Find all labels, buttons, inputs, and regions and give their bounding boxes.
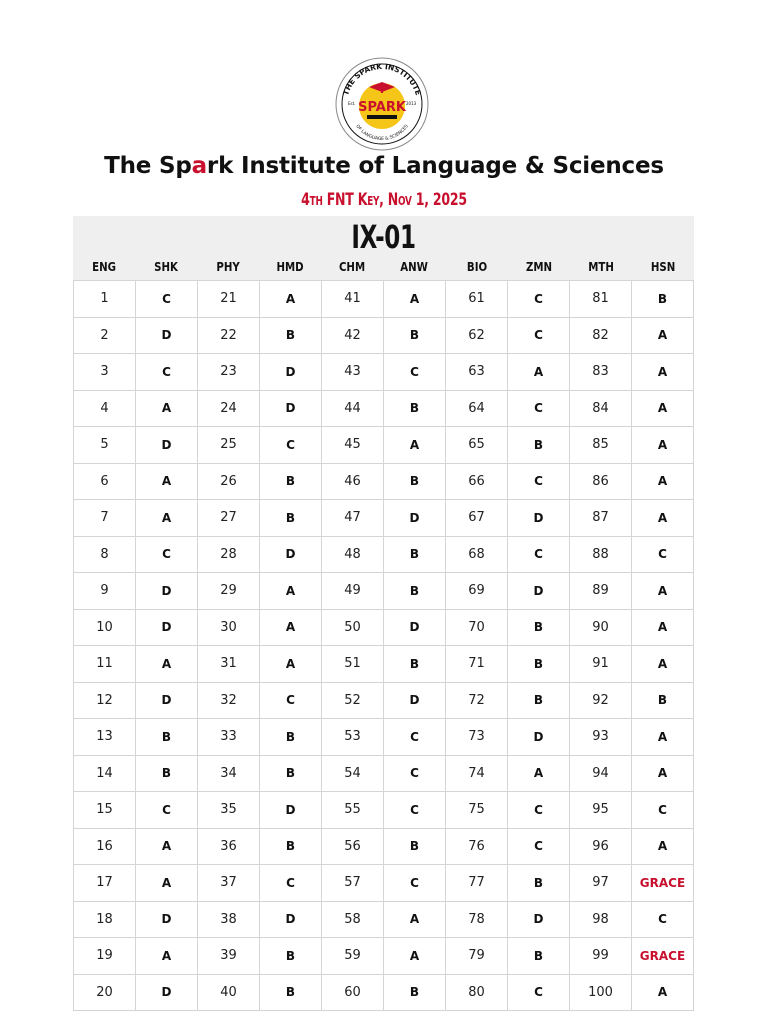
answer-cell: C — [508, 828, 570, 865]
question-number-cell: 79 — [446, 938, 508, 975]
answer-cell: A — [632, 755, 694, 792]
answer-cell: C — [508, 792, 570, 829]
logo-ring-bottom-text: OF LANGUAGE & SCIENCES — [354, 124, 410, 143]
column-header-anw: ANW — [400, 260, 429, 274]
question-number-cell: 82 — [570, 317, 632, 354]
answer-cell: D — [508, 719, 570, 756]
answer-cell: A — [136, 463, 198, 500]
question-number-cell: 62 — [446, 317, 508, 354]
answer-cell: D — [136, 974, 198, 1011]
answer-cell: A — [136, 865, 198, 902]
answer-cell: B — [632, 682, 694, 719]
answer-cell: C — [508, 281, 570, 318]
question-number-cell: 27 — [198, 500, 260, 537]
answer-cell: C — [384, 865, 446, 902]
question-number-cell: 51 — [322, 646, 384, 683]
answer-cell: D — [260, 792, 322, 829]
answer-cell: A — [136, 500, 198, 537]
table-body — [74, 281, 694, 1011]
question-number-cell: 9 — [74, 573, 136, 610]
question-number-cell: 52 — [322, 682, 384, 719]
question-number-cell: 69 — [446, 573, 508, 610]
answer-cell: C — [384, 792, 446, 829]
question-number-cell: 31 — [198, 646, 260, 683]
answer-cell: B — [384, 536, 446, 573]
page-title — [0, 153, 768, 179]
answer-cell: C — [508, 974, 570, 1011]
table-row — [74, 536, 694, 573]
answer-cell: D — [136, 573, 198, 610]
answer-cell: A — [632, 719, 694, 756]
answer-cell: D — [260, 901, 322, 938]
question-number-cell: 30 — [198, 609, 260, 646]
answer-cell: C — [136, 354, 198, 391]
answer-cell: B — [508, 609, 570, 646]
answer-cell: GRACE — [632, 938, 694, 975]
question-number-cell: 71 — [446, 646, 508, 683]
question-number-cell: 100 — [570, 974, 632, 1011]
answer-cell: A — [632, 463, 694, 500]
question-number-cell: 63 — [446, 354, 508, 391]
answer-cell: D — [136, 317, 198, 354]
question-number-cell: 39 — [198, 938, 260, 975]
title-highlight: a — [191, 153, 207, 179]
question-number-cell: 90 — [570, 609, 632, 646]
answer-cell: A — [384, 901, 446, 938]
answer-cell: B — [260, 828, 322, 865]
table-row — [74, 573, 694, 610]
answer-cell: B — [508, 646, 570, 683]
answer-cell: GRACE — [632, 865, 694, 902]
answer-cell: A — [632, 317, 694, 354]
answer-cell: C — [632, 792, 694, 829]
question-number-cell: 73 — [446, 719, 508, 756]
answer-cell: A — [260, 281, 322, 318]
answer-cell: A — [136, 646, 198, 683]
table-row — [74, 281, 694, 318]
question-number-cell: 65 — [446, 427, 508, 464]
question-number-cell: 85 — [570, 427, 632, 464]
logo-est-label: Est. — [348, 101, 356, 106]
answer-cell: B — [136, 755, 198, 792]
table-row — [74, 901, 694, 938]
table-row — [74, 427, 694, 464]
column-headers — [73, 260, 694, 274]
question-number-cell: 38 — [198, 901, 260, 938]
answer-cell: B — [384, 573, 446, 610]
answer-cell: D — [136, 682, 198, 719]
answer-cell: A — [384, 281, 446, 318]
question-number-cell: 86 — [570, 463, 632, 500]
question-number-cell: 25 — [198, 427, 260, 464]
question-number-cell: 4 — [74, 390, 136, 427]
answer-cell: A — [632, 828, 694, 865]
question-number-cell: 87 — [570, 500, 632, 537]
answer-cell: B — [260, 500, 322, 537]
question-number-cell: 94 — [570, 755, 632, 792]
logo-est-year: 2013 — [406, 101, 417, 106]
answer-cell: C — [632, 901, 694, 938]
question-number-cell: 14 — [74, 755, 136, 792]
answer-cell: B — [384, 463, 446, 500]
answer-cell: C — [508, 317, 570, 354]
answer-cell: C — [384, 755, 446, 792]
answer-cell: B — [508, 427, 570, 464]
answer-cell: A — [632, 646, 694, 683]
answer-cell: B — [260, 719, 322, 756]
answer-cell: A — [384, 427, 446, 464]
answer-cell: C — [136, 536, 198, 573]
table-row — [74, 682, 694, 719]
institute-logo — [333, 57, 431, 151]
table-row — [74, 354, 694, 391]
answer-cell: B — [632, 281, 694, 318]
table-row — [74, 719, 694, 756]
table-row — [74, 646, 694, 683]
question-number-cell: 36 — [198, 828, 260, 865]
answer-cell: C — [508, 536, 570, 573]
answer-cell: B — [136, 719, 198, 756]
question-number-cell: 58 — [322, 901, 384, 938]
question-number-cell: 11 — [74, 646, 136, 683]
question-number-cell: 93 — [570, 719, 632, 756]
answer-cell: B — [384, 646, 446, 683]
question-number-cell: 60 — [322, 974, 384, 1011]
question-number-cell: 20 — [74, 974, 136, 1011]
question-number-cell: 40 — [198, 974, 260, 1011]
question-number-cell: 74 — [446, 755, 508, 792]
question-number-cell: 2 — [74, 317, 136, 354]
answer-cell: A — [260, 646, 322, 683]
question-number-cell: 17 — [74, 865, 136, 902]
question-number-cell: 53 — [322, 719, 384, 756]
question-number-cell: 12 — [74, 682, 136, 719]
question-number-cell: 99 — [570, 938, 632, 975]
table-row — [74, 865, 694, 902]
logo-brand-text: SPARK — [358, 100, 406, 115]
question-number-cell: 44 — [322, 390, 384, 427]
table-row — [74, 609, 694, 646]
table-row — [74, 755, 694, 792]
answer-cell: A — [260, 573, 322, 610]
question-number-cell: 23 — [198, 354, 260, 391]
table-row — [74, 500, 694, 537]
answer-cell: A — [632, 500, 694, 537]
question-number-cell: 10 — [74, 609, 136, 646]
table-row — [74, 974, 694, 1011]
question-number-cell: 32 — [198, 682, 260, 719]
column-header-hsn: HSN — [650, 260, 676, 274]
question-number-cell: 48 — [322, 536, 384, 573]
question-number-cell: 61 — [446, 281, 508, 318]
answer-cell: B — [384, 317, 446, 354]
answer-cell: A — [508, 755, 570, 792]
question-number-cell: 91 — [570, 646, 632, 683]
question-number-cell: 47 — [322, 500, 384, 537]
question-number-cell: 55 — [322, 792, 384, 829]
question-number-cell: 3 — [74, 354, 136, 391]
question-number-cell: 7 — [74, 500, 136, 537]
question-number-cell: 5 — [74, 427, 136, 464]
answer-cell: C — [632, 536, 694, 573]
question-number-cell: 70 — [446, 609, 508, 646]
question-number-cell: 88 — [570, 536, 632, 573]
answer-cell: B — [508, 682, 570, 719]
question-number-cell: 49 — [322, 573, 384, 610]
column-header-phy: PHY — [216, 260, 240, 274]
column-header-shk: SHK — [154, 260, 179, 274]
question-number-cell: 77 — [446, 865, 508, 902]
question-number-cell: 42 — [322, 317, 384, 354]
answer-cell: C — [260, 682, 322, 719]
question-number-cell: 78 — [446, 901, 508, 938]
question-number-cell: 68 — [446, 536, 508, 573]
answer-cell: B — [260, 317, 322, 354]
question-number-cell: 92 — [570, 682, 632, 719]
question-number-cell: 8 — [74, 536, 136, 573]
question-number-cell: 76 — [446, 828, 508, 865]
question-number-cell: 37 — [198, 865, 260, 902]
question-number-cell: 41 — [322, 281, 384, 318]
table-row — [74, 828, 694, 865]
answer-cell: B — [384, 974, 446, 1011]
answer-cell: A — [632, 390, 694, 427]
answer-cell: B — [384, 390, 446, 427]
answer-cell: B — [508, 938, 570, 975]
answer-cell: D — [136, 609, 198, 646]
answer-cell: A — [632, 573, 694, 610]
answer-cell: C — [384, 354, 446, 391]
question-number-cell: 34 — [198, 755, 260, 792]
question-number-cell: 54 — [322, 755, 384, 792]
question-number-cell: 95 — [570, 792, 632, 829]
answer-cell: D — [508, 901, 570, 938]
answer-cell: D — [260, 390, 322, 427]
question-number-cell: 6 — [74, 463, 136, 500]
answer-cell: A — [384, 938, 446, 975]
answer-cell: A — [136, 390, 198, 427]
question-number-cell: 50 — [322, 609, 384, 646]
answer-cell: A — [508, 354, 570, 391]
question-number-cell: 97 — [570, 865, 632, 902]
answer-cell: B — [260, 755, 322, 792]
section-title: IX-01 — [351, 218, 416, 256]
question-number-cell: 24 — [198, 390, 260, 427]
answer-cell: C — [260, 427, 322, 464]
question-number-cell: 21 — [198, 281, 260, 318]
answer-cell: D — [136, 901, 198, 938]
title-part-2: rk Institute of Language & Sciences — [206, 153, 664, 179]
question-number-cell: 18 — [74, 901, 136, 938]
question-number-cell: 46 — [322, 463, 384, 500]
title-part-1: The Sp — [104, 153, 192, 179]
column-header-bio: BIO — [466, 260, 487, 274]
question-number-cell: 43 — [322, 354, 384, 391]
answer-cell: C — [136, 792, 198, 829]
answer-cell: C — [384, 719, 446, 756]
answer-cell: B — [508, 865, 570, 902]
answer-cell: A — [632, 609, 694, 646]
question-number-cell: 64 — [446, 390, 508, 427]
question-number-cell: 57 — [322, 865, 384, 902]
question-number-cell: 45 — [322, 427, 384, 464]
answer-key-table — [73, 216, 694, 1011]
question-number-cell: 59 — [322, 938, 384, 975]
column-header-mth: MTH — [587, 260, 614, 274]
page-subtitle: 4th FNT Key, Nov 1, 2025 — [301, 190, 467, 210]
answer-cell: B — [260, 463, 322, 500]
answer-cell: B — [260, 938, 322, 975]
question-number-cell: 83 — [570, 354, 632, 391]
column-header-zmn: ZMN — [525, 260, 552, 274]
table-row — [74, 792, 694, 829]
answer-cell: D — [384, 500, 446, 537]
table-row — [74, 317, 694, 354]
question-number-cell: 84 — [570, 390, 632, 427]
answer-cell: D — [384, 609, 446, 646]
answer-cell: D — [260, 354, 322, 391]
answer-cell: A — [136, 828, 198, 865]
question-number-cell: 22 — [198, 317, 260, 354]
question-number-cell: 80 — [446, 974, 508, 1011]
answer-cell: A — [260, 609, 322, 646]
table-row — [74, 390, 694, 427]
question-number-cell: 15 — [74, 792, 136, 829]
answer-cell: C — [136, 281, 198, 318]
question-number-cell: 81 — [570, 281, 632, 318]
answer-cell: A — [632, 354, 694, 391]
answer-cell: D — [260, 536, 322, 573]
question-number-cell: 33 — [198, 719, 260, 756]
question-number-cell: 75 — [446, 792, 508, 829]
answer-cell: D — [508, 500, 570, 537]
question-number-cell: 35 — [198, 792, 260, 829]
question-number-cell: 96 — [570, 828, 632, 865]
question-number-cell: 66 — [446, 463, 508, 500]
question-number-cell: 19 — [74, 938, 136, 975]
column-header-chm: CHM — [339, 260, 366, 274]
column-header-hmd: HMD — [276, 260, 304, 274]
answer-cell: C — [260, 865, 322, 902]
question-number-cell: 29 — [198, 573, 260, 610]
question-number-cell: 1 — [74, 281, 136, 318]
table-header — [73, 216, 694, 280]
question-number-cell: 67 — [446, 500, 508, 537]
answer-cell: A — [136, 938, 198, 975]
question-number-cell: 26 — [198, 463, 260, 500]
answer-cell: C — [508, 390, 570, 427]
column-header-eng: ENG — [92, 260, 116, 274]
table-row — [74, 463, 694, 500]
question-number-cell: 56 — [322, 828, 384, 865]
answer-cell: A — [632, 427, 694, 464]
question-number-cell: 16 — [74, 828, 136, 865]
answer-cell: B — [384, 828, 446, 865]
question-number-cell: 98 — [570, 901, 632, 938]
answer-cell: D — [384, 682, 446, 719]
answer-cell: B — [260, 974, 322, 1011]
logo-ring-top-text: THE SPARK INSTITUTE — [341, 61, 423, 97]
answer-cell: D — [508, 573, 570, 610]
table-row — [74, 938, 694, 975]
question-number-cell: 28 — [198, 536, 260, 573]
answer-cell: A — [632, 974, 694, 1011]
answer-cell: D — [136, 427, 198, 464]
question-number-cell: 72 — [446, 682, 508, 719]
question-number-cell: 13 — [74, 719, 136, 756]
answer-cell: C — [508, 463, 570, 500]
question-number-cell: 89 — [570, 573, 632, 610]
